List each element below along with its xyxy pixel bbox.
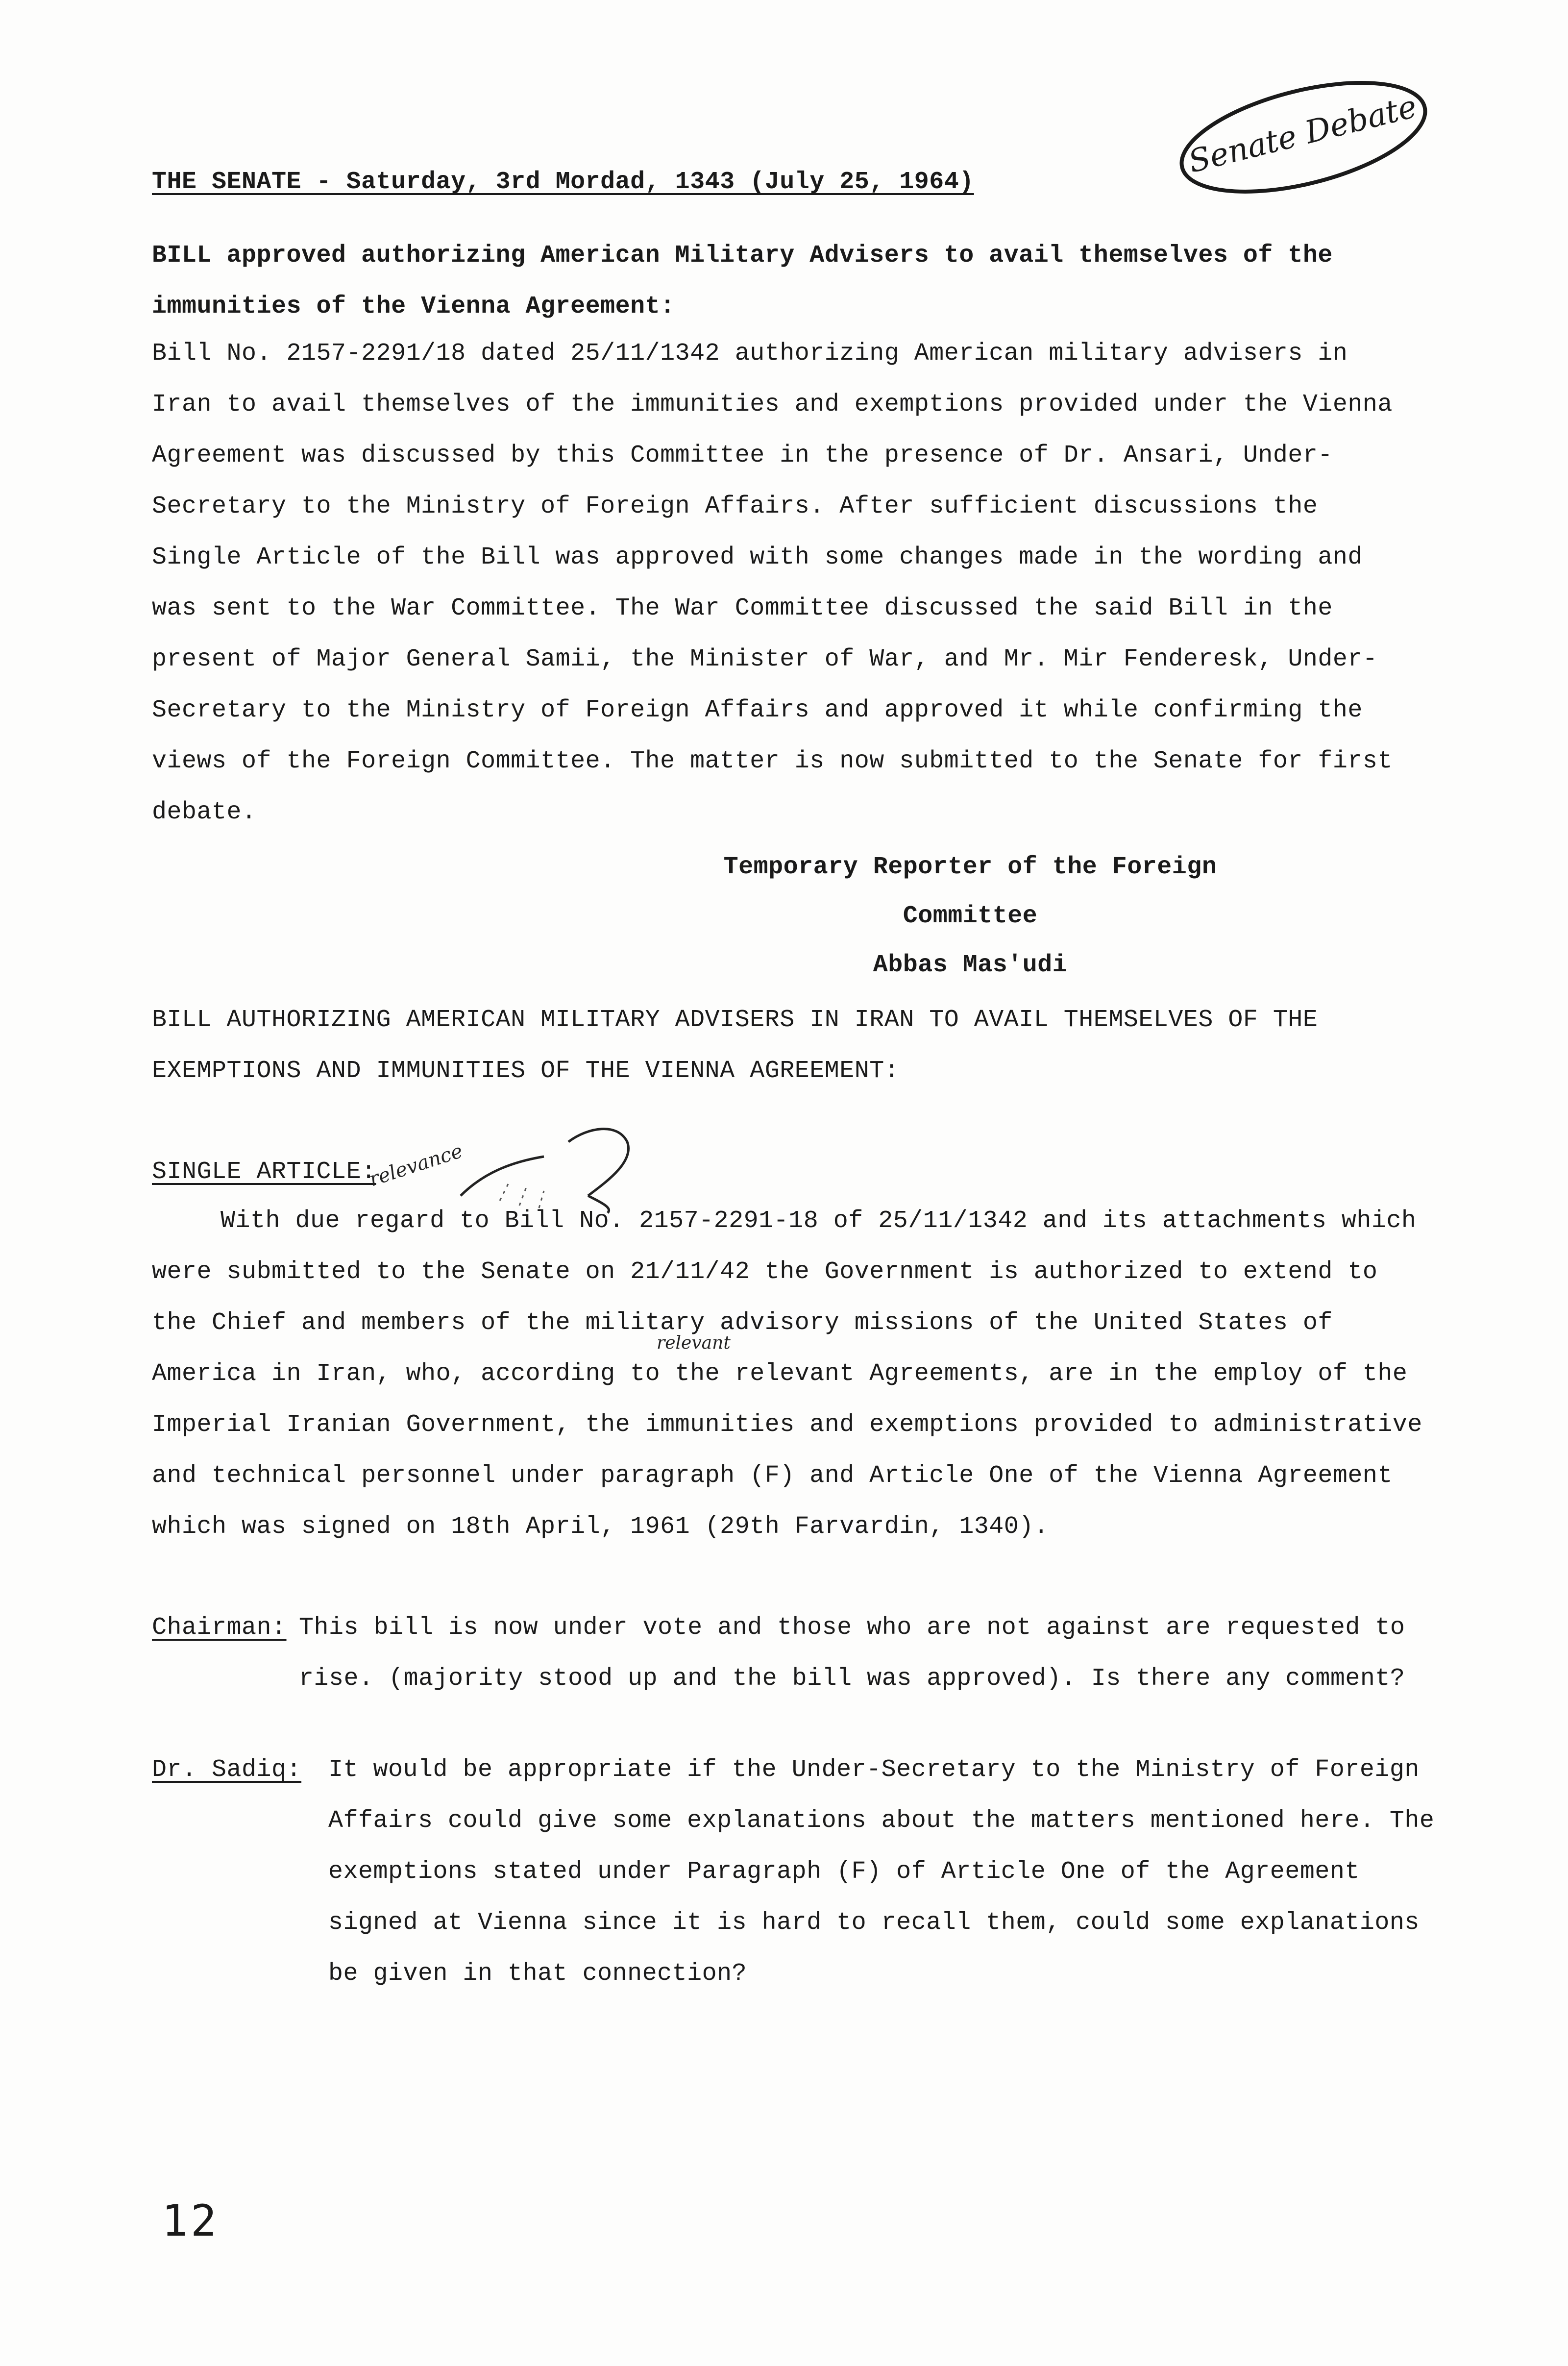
speaker-text: This bill is now under vote and those who are not against are requested to rise. (majority stood up and the bill was approved). Is there any comment?: [299, 1614, 1405, 1693]
stamp-text: Senate Debate: [1185, 88, 1421, 180]
stamp-oval-icon: [1166, 74, 1441, 201]
signature-title: Temporary Reporter of the Foreign Committee: [723, 853, 1217, 930]
bill-title: BILL AUTHORIZING AMERICAN MILITARY ADVISERS IN IRAN TO AVAIL THEMSELVES OF THE EXEMPTIONS AND IMMUNITIES OF THE VIENNA AGREEMENT:: [152, 1006, 1318, 1085]
lede-paragraph: [152, 230, 1406, 332]
handwritten-relevant: relevant: [657, 1333, 731, 1353]
lede-text: BILL approved authorizing American Military Advisers to avail themselves of the immunities of the Vienna Agreement:: [152, 242, 1333, 320]
single-article-body: [152, 1196, 1436, 1553]
senate-debate-stamp: [1166, 74, 1441, 201]
speaker-text: It would be appropriate if the Under-Secretary to the Ministry of Foreign Affairs could give some explanations about the matters mentioned here. The exemptions stated under Paragraph (F) of Article One of the Agreement signed at Vienna since it is hard to recall them, could some explanations be given in that connection?: [328, 1756, 1435, 1988]
single-article-label: SINGLE ARTICLE:: [152, 1158, 376, 1186]
signature-name: Abbas Mas'udi: [873, 951, 1068, 979]
speaker-name: Dr. Sadiq:: [152, 1756, 302, 1784]
page-heading: THE SENATE - Saturday, 3rd Mordad, 1343 (July 25, 1964): [152, 168, 974, 196]
signature-block: [652, 843, 1289, 990]
speaker-name: Chairman:: [152, 1614, 287, 1642]
committee-report-paragraph: [152, 328, 1416, 838]
single-article-text: With due regard to Bill No. 2157-2291-18 of 25/11/1342 and its attachments which were submitted to the Senate on 21/11/42 the Government is authorized to extend to the Chief and members of the military advisory missions of the United States of America in Iran, who, according to the relevant Agreements, are in the employ of the Imperial Iranian Government, the immunities and exemptions provided to administrative and technical personnel under paragraph (F) and Article One of the Vienna Agreement which was signed on 18th April, 1961 (29th Farvardin, 1340).: [152, 1207, 1422, 1541]
handwritten-relevance: relevance: [366, 1139, 466, 1191]
page-number: 12: [162, 2195, 220, 2246]
committee-report-text: Bill No. 2157-2291/18 dated 25/11/1342 authorizing American military advisers in Iran to avail themselves of the immunities and exemptions provided under the Vienna Agreement was discussed by this Committee in the presence of Dr. Ansari, Under-Secretary to the Ministry of Foreign Affairs. After sufficient discussions the Single Article of the Bill was approved with some changes made in the wording and was sent to the War Committee. The War Committee discussed the said Bill in the present of Major General Samii, the Minister of War, and Mr. Mir Fenderesk, Under-Secretary to the Ministry of Foreign Affairs and approved it while confirming the views of the Foreign Committee. The matter is now submitted to the Senate for first debate.: [152, 340, 1393, 826]
